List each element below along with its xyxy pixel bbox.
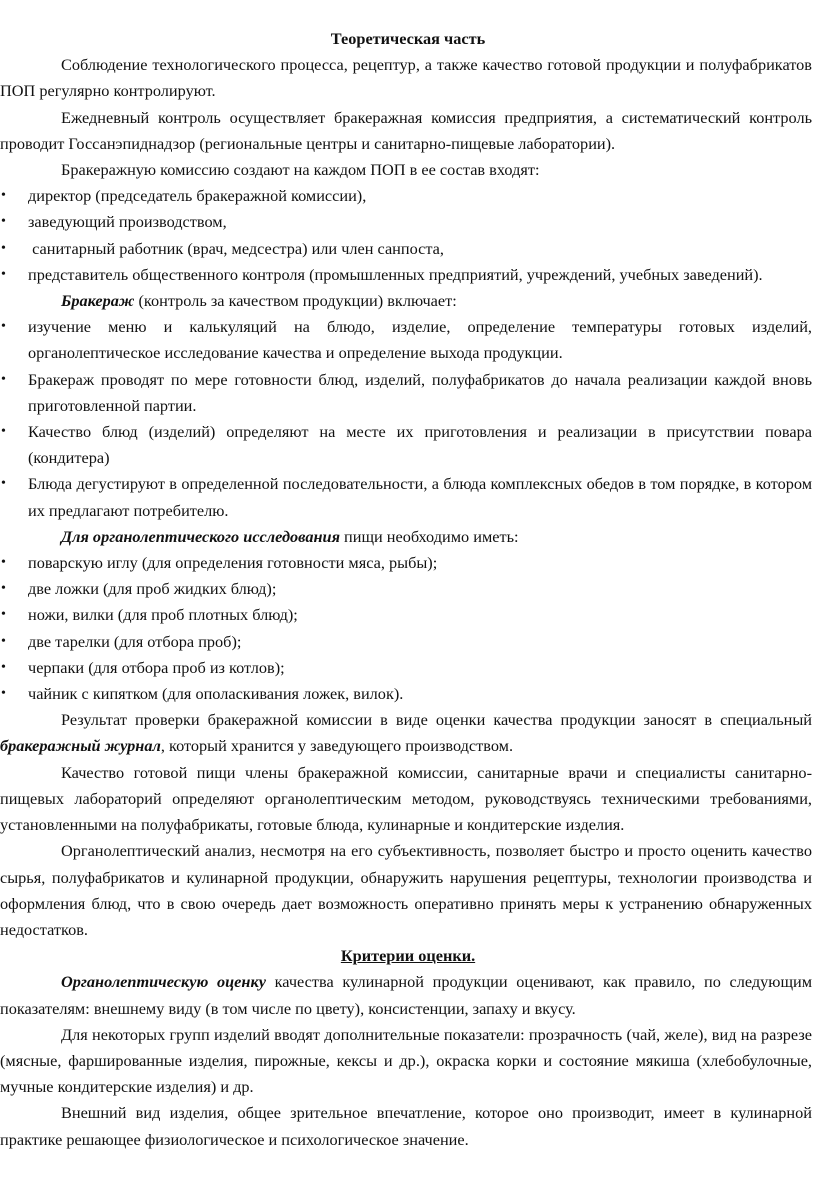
list-item: [0, 602, 816, 628]
paragraph-control: Соблюдение технологического процесса, рецептур, а также качество готовой продукции и полуфабрикатов ПОП регулярно контролируют.: [0, 55, 812, 101]
list-item-text: две тарелки (для отбора проб);: [28, 631, 242, 651]
paragraph-daily-control: Ежедневный контроль осуществляет бракеражная комиссия предприятия, а систематический контроль проводит Госсанэпиднадзор (региональные центры и санитарно-пищевые лаборатории).: [0, 107, 812, 153]
paragraph-organoleptic-intro: [0, 524, 816, 550]
term-organoleptic-assessment: Органолептическую оценку: [61, 972, 266, 992]
term-brakerazh: Бракераж: [61, 291, 135, 311]
paragraph-text: качества кулинарной продукции оценивают, как правило, по следующим показателям: внешнему виду (в том числе по цвету), консистенции, запаху и вкусу.: [0, 972, 812, 1018]
list-item-text: санитарный работник (врач, медсестра) или член санпоста,: [28, 238, 444, 258]
bullet-icon: •: [1, 581, 6, 597]
bullet-icon: •: [1, 686, 6, 702]
document-title: Теоретическая часть: [330, 29, 486, 48]
paragraph-quality: Качество готовой пищи члены бракеражной комиссии, санитарные врачи и специалисты санитарно-пищевых лабораторий определяют органолептическим методом, руководствуясь техническими требованиями, установленными на полуфабрикаты, готовые блюда, кулинарные и кондитерские изделия.: [0, 762, 812, 835]
list-item: [0, 681, 816, 707]
list-item: [0, 209, 816, 235]
list-item: [0, 419, 816, 471]
list-item: [0, 236, 816, 262]
paragraph-criteria: [0, 969, 816, 1021]
list-item: [0, 576, 816, 602]
list-item-text: изучение меню и калькуляций на блюдо, изделие, определение температуры готовых изделий, органолептическое исследование качества и определение выхода продукции.: [28, 317, 812, 363]
paragraph-extra-indicators: Для некоторых групп изделий вводят дополнительные показатели: прозрачность (чай, желе), вид на разрезе (мясные, фаршированные изделия, пирожные, кексы и др.), окраска корки и состояние мякиша (хлебобулочные, мучные кондитерские изделия) и др.: [0, 1024, 812, 1097]
list-item-text: Бракераж проводят по мере готовности блюд, изделий, полуфабрикатов до начала реализации каждой вновь приготовленной партии.: [28, 369, 812, 415]
paragraph-appearance: Внешний вид изделия, общее зрительное впечатление, которое оно производит, имеет в кулинарной практике решающее физиологическое и психологическое значение.: [0, 1103, 812, 1149]
bullet-icon: •: [1, 424, 6, 440]
list-item: [0, 471, 816, 523]
tools-list: [0, 550, 816, 707]
list-item: [0, 262, 816, 288]
paragraph-commission-intro: Бракеражную комиссию создают на каждом ПОП в ее состав входят:: [61, 160, 540, 180]
list-item: [0, 629, 816, 655]
list-item-text: директор (председатель бракеражной комиссии),: [28, 186, 367, 206]
bullet-icon: •: [1, 319, 6, 335]
bullet-icon: •: [1, 607, 6, 623]
list-item: [0, 655, 816, 681]
list-item-text: Блюда дегустируют в определенной последовательности, а блюда комплексных обедов в том порядке, в котором их предлагают потребителю.: [28, 474, 812, 520]
bullet-icon: •: [1, 266, 6, 282]
list-item-text: представитель общественного контроля (промышленных предприятий, учреждений, учебных заведений).: [28, 264, 763, 284]
bullet-icon: •: [1, 659, 6, 675]
paragraph-text: Результат проверки бракеражной комиссии в виде оценки качества продукции заносят в специальный: [61, 710, 812, 730]
term-journal: бракеражный журнал: [0, 736, 161, 756]
commission-list: [0, 183, 816, 288]
bullet-icon: •: [1, 371, 6, 387]
paragraph-text: пищи необходимо иметь:: [339, 526, 519, 546]
list-item-text: заведующий производством,: [28, 212, 227, 232]
paragraph-result: [0, 707, 816, 759]
list-item: [0, 367, 816, 419]
paragraph-analysis: Органолептический анализ, несмотря на его субъективность, позволяет быстро и просто оценить качество сырья, полуфабрикатов и кулинарной продукции, обнаружить нарушения рецептуры, технологии производства и оформления блюд, что в свою очередь дает возможность оперативно принять меры к устранению обнаруженных недостатков.: [0, 841, 812, 939]
bullet-icon: •: [1, 214, 6, 230]
list-item-text: Качество блюд (изделий) определяют на месте их приготовления и реализации в присутствии повара (кондитера): [28, 422, 812, 468]
list-item-text: поварскую иглу (для определения готовности мяса, рыбы);: [28, 553, 438, 573]
list-item-text: чайник с кипятком (для ополаскивания ложек, вилок).: [28, 684, 404, 704]
bullet-icon: •: [1, 188, 6, 204]
list-item-text: ножи, вилки (для проб плотных блюд);: [28, 605, 298, 625]
list-item: [0, 314, 816, 366]
paragraph-text: , который хранится у заведующего производством.: [160, 736, 514, 756]
paragraph-text: (контроль за качеством продукции) включает:: [134, 291, 457, 311]
bullet-icon: •: [1, 555, 6, 571]
list-item: [0, 183, 816, 209]
list-item-text: черпаки (для отбора проб из котлов);: [28, 657, 285, 677]
list-item: [0, 550, 816, 576]
list-item-text: две ложки (для проб жидких блюд);: [28, 579, 277, 599]
bullet-icon: •: [1, 633, 6, 649]
criteria-heading: Критерии оценки.: [340, 946, 476, 966]
brakerazh-list: [0, 314, 816, 524]
paragraph-brakerazh-intro: [0, 288, 816, 314]
bullet-icon: •: [1, 476, 6, 492]
term-organoleptic: Для органолептического исследования: [61, 526, 340, 546]
bullet-icon: •: [1, 240, 6, 256]
